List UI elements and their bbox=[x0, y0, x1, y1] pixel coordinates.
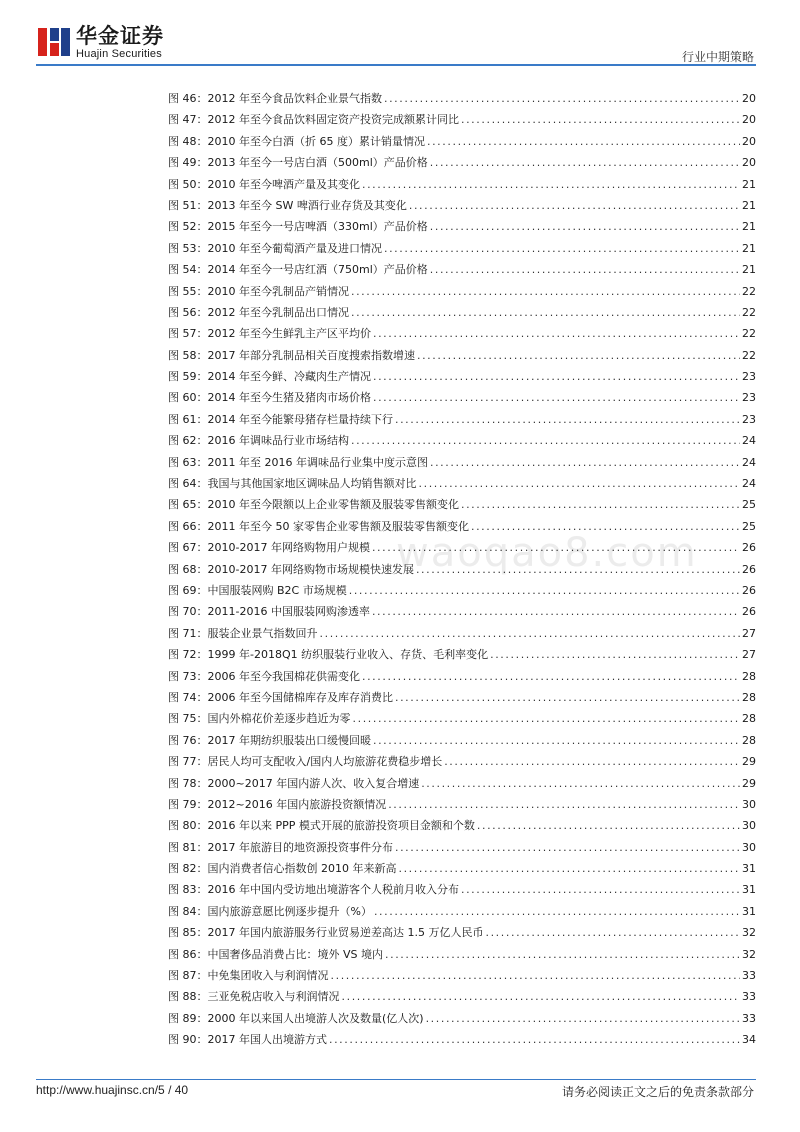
toc-leader-dots bbox=[373, 387, 740, 408]
toc-entry-page: 20 bbox=[742, 156, 756, 170]
toc-entry[interactable] bbox=[168, 259, 756, 280]
toc-entry[interactable] bbox=[168, 666, 756, 687]
toc-leader-dots bbox=[329, 1029, 740, 1050]
toc-leader-dots bbox=[351, 281, 740, 302]
toc-entry-page: 25 bbox=[742, 498, 756, 512]
toc-entry[interactable] bbox=[168, 473, 756, 494]
toc-leader-dots bbox=[331, 965, 741, 986]
toc-entry-title: 图 74：2006 年至今国储棉库存及库存消费比 bbox=[168, 690, 393, 704]
toc-entry-title: 图 80：2016 年以来 PPP 模式开展的旅游投资项目金额和个数 bbox=[168, 819, 475, 833]
figure-list bbox=[168, 88, 756, 1051]
toc-entry-page: 23 bbox=[742, 370, 756, 384]
huajin-logo-icon bbox=[36, 24, 72, 60]
toc-entry[interactable] bbox=[168, 687, 756, 708]
toc-leader-dots bbox=[417, 345, 740, 366]
toc-entry-page: 29 bbox=[742, 776, 756, 790]
toc-entry-page: 31 bbox=[742, 904, 756, 918]
toc-entry-page: 22 bbox=[742, 284, 756, 298]
toc-leader-dots bbox=[384, 238, 740, 259]
toc-entry-title: 图 81：2017 年旅游目的地资源投资事件分布 bbox=[168, 840, 393, 854]
toc-entry-title: 图 71：服装企业景气指数回升 bbox=[168, 626, 318, 640]
toc-leader-dots bbox=[395, 687, 740, 708]
toc-entry[interactable] bbox=[168, 922, 756, 943]
toc-leader-dots bbox=[444, 751, 740, 772]
toc-entry-title: 图 78：2000~2017 年国内游人次、收入复合增速 bbox=[168, 776, 420, 790]
toc-leader-dots bbox=[320, 623, 741, 644]
footer-divider bbox=[36, 1079, 756, 1080]
toc-entry-title: 图 52：2015 年至今一号店啤酒（330ml）产品价格 bbox=[168, 220, 428, 234]
toc-entry-title: 图 89：2000 年以来国人出境游人次及数量(亿人次) bbox=[168, 1011, 424, 1025]
toc-entry[interactable] bbox=[168, 452, 756, 473]
toc-leader-dots bbox=[461, 879, 740, 900]
toc-entry-title: 图 54：2014 年至今一号店红酒（750ml）产品价格 bbox=[168, 263, 428, 277]
toc-leader-dots bbox=[362, 174, 740, 195]
toc-entry[interactable] bbox=[168, 387, 756, 408]
toc-entry-page: 29 bbox=[742, 755, 756, 769]
toc-leader-dots bbox=[374, 901, 740, 922]
toc-entry-title: 图 47：2012 年至今食品饮料固定资产投资完成额累计同比 bbox=[168, 113, 459, 127]
toc-entry[interactable] bbox=[168, 494, 756, 515]
toc-entry[interactable] bbox=[168, 430, 756, 451]
toc-entry-page: 23 bbox=[742, 391, 756, 405]
toc-entry[interactable] bbox=[168, 837, 756, 858]
toc-entry-title: 图 67：2010-2017 年网络购物用户规模 bbox=[168, 541, 370, 555]
toc-entry-page: 33 bbox=[742, 990, 756, 1004]
toc-entry-title: 图 70：2011-2016 中国服装网购渗透率 bbox=[168, 605, 370, 619]
toc-entry[interactable] bbox=[168, 623, 756, 644]
toc-entry-page: 30 bbox=[742, 840, 756, 854]
toc-leader-dots bbox=[353, 708, 741, 729]
toc-entry[interactable] bbox=[168, 580, 756, 601]
toc-leader-dots bbox=[362, 666, 740, 687]
toc-entry-page: 27 bbox=[742, 648, 756, 662]
toc-entry-title: 图 66：2011 年至今 50 家零售企业零售额及服装零售额变化 bbox=[168, 519, 469, 533]
toc-leader-dots bbox=[351, 430, 740, 451]
toc-entry[interactable] bbox=[168, 559, 756, 580]
toc-entry-page: 27 bbox=[742, 626, 756, 640]
toc-leader-dots bbox=[421, 773, 740, 794]
toc-entry[interactable] bbox=[168, 601, 756, 622]
toc-entry-title: 图 73：2006 年至今我国棉花供需变化 bbox=[168, 669, 360, 683]
toc-entry[interactable] bbox=[168, 152, 756, 173]
toc-entry-page: 30 bbox=[742, 797, 756, 811]
toc-entry[interactable] bbox=[168, 537, 756, 558]
toc-entry[interactable] bbox=[168, 516, 756, 537]
toc-entry-title: 图 87：中免集团收入与利润情况 bbox=[168, 969, 329, 983]
toc-entry[interactable] bbox=[168, 879, 756, 900]
toc-entry[interactable] bbox=[168, 345, 756, 366]
company-logo bbox=[36, 22, 164, 62]
toc-entry-page: 24 bbox=[742, 434, 756, 448]
toc-entry[interactable] bbox=[168, 281, 756, 302]
toc-entry-page: 28 bbox=[742, 733, 756, 747]
toc-entry-page: 22 bbox=[742, 348, 756, 362]
toc-entry[interactable] bbox=[168, 730, 756, 751]
toc-entry-title: 图 84：国内旅游意愿比例逐步提升（%） bbox=[168, 904, 372, 918]
logo-english-name: Huajin Securities bbox=[76, 48, 162, 60]
toc-entry[interactable] bbox=[168, 644, 756, 665]
toc-leader-dots bbox=[388, 794, 740, 815]
toc-entry-page: 20 bbox=[742, 113, 756, 127]
toc-entry-page: 21 bbox=[742, 263, 756, 277]
toc-entry-page: 28 bbox=[742, 690, 756, 704]
toc-entry-page: 28 bbox=[742, 669, 756, 683]
toc-entry-page: 32 bbox=[742, 926, 756, 940]
toc-entry[interactable] bbox=[168, 773, 756, 794]
toc-entry[interactable] bbox=[168, 986, 756, 1007]
toc-entry[interactable] bbox=[168, 366, 756, 387]
toc-entry[interactable] bbox=[168, 302, 756, 323]
toc-leader-dots bbox=[349, 580, 740, 601]
toc-leader-dots bbox=[409, 195, 740, 216]
toc-entry-page: 31 bbox=[742, 862, 756, 876]
toc-entry-title: 图 59：2014 年至今鲜、冷藏肉生产情况 bbox=[168, 370, 371, 384]
toc-leader-dots bbox=[373, 366, 740, 387]
toc-leader-dots bbox=[395, 837, 740, 858]
toc-entry[interactable] bbox=[168, 794, 756, 815]
toc-entry[interactable] bbox=[168, 1029, 756, 1050]
toc-entry-title: 图 64：我国与其他国家地区调味品人均销售额对比 bbox=[168, 477, 417, 491]
toc-entry-page: 20 bbox=[742, 92, 756, 105]
toc-entry-title: 图 69：中国服装网购 B2C 市场规模 bbox=[168, 583, 347, 597]
toc-entry-page: 26 bbox=[742, 605, 756, 619]
toc-entry-title: 图 62：2016 年调味品行业市场结构 bbox=[168, 434, 349, 448]
toc-entry-title: 图 55：2010 年至今乳制品产销情况 bbox=[168, 284, 349, 298]
toc-leader-dots bbox=[416, 559, 740, 580]
toc-entry-page: 21 bbox=[742, 220, 756, 234]
toc-entry-title: 图 68：2010-2017 年网络购物市场规模快速发展 bbox=[168, 562, 414, 576]
toc-entry[interactable] bbox=[168, 88, 756, 109]
document-type: 行业中期策略 bbox=[681, 50, 754, 64]
toc-entry[interactable] bbox=[168, 131, 756, 152]
toc-entry-page: 32 bbox=[742, 947, 756, 961]
toc-entry[interactable] bbox=[168, 323, 756, 344]
toc-entry-title: 图 53：2010 年至今葡萄酒产量及进口情况 bbox=[168, 241, 382, 255]
toc-entry-title: 图 51：2013 年至今 SW 啤酒行业存货及其变化 bbox=[168, 198, 407, 212]
toc-entry-page: 30 bbox=[742, 819, 756, 833]
toc-entry[interactable] bbox=[168, 174, 756, 195]
toc-entry-title: 图 76：2017 年期纺织服装出口缓慢回暖 bbox=[168, 733, 371, 747]
toc-leader-dots bbox=[427, 131, 740, 152]
toc-leader-dots bbox=[461, 109, 740, 130]
toc-entry-title: 图 60：2014 年至今生猪及猪肉市场价格 bbox=[168, 391, 371, 405]
toc-leader-dots bbox=[342, 986, 741, 1007]
toc-entry-title: 图 75：国内外棉花价差逐步趋近为零 bbox=[168, 712, 351, 726]
toc-entry-title: 图 86：中国奢侈品消费占比：境外 VS 境内 bbox=[168, 947, 383, 961]
toc-leader-dots bbox=[373, 730, 740, 751]
toc-leader-dots bbox=[351, 302, 740, 323]
toc-leader-dots bbox=[385, 944, 740, 965]
toc-leader-dots bbox=[372, 601, 740, 622]
toc-leader-dots bbox=[372, 537, 740, 558]
toc-entry-page: 26 bbox=[742, 583, 756, 597]
toc-entry-page: 22 bbox=[742, 327, 756, 341]
toc-leader-dots bbox=[384, 88, 740, 109]
toc-entry[interactable] bbox=[168, 901, 756, 922]
toc-leader-dots bbox=[419, 473, 741, 494]
toc-entry-title: 图 56：2012 年至今乳制品出口情况 bbox=[168, 305, 349, 319]
toc-entry[interactable] bbox=[168, 195, 756, 216]
toc-entry-page: 34 bbox=[742, 1033, 756, 1047]
toc-leader-dots bbox=[485, 922, 740, 943]
toc-entry[interactable] bbox=[168, 944, 756, 965]
toc-entry-title: 图 79：2012~2016 年国内旅游投资额情况 bbox=[168, 797, 387, 811]
toc-entry-title: 图 90：2017 年国人出境游方式 bbox=[168, 1033, 327, 1047]
toc-entry-title: 图 65：2010 年至今限额以上企业零售额及服装零售额变化 bbox=[168, 498, 459, 512]
toc-leader-dots bbox=[430, 259, 740, 280]
toc-entry-title: 图 82：国内消费者信心指数创 2010 年来新高 bbox=[168, 862, 397, 876]
watermark: waoqao8.com bbox=[396, 530, 698, 576]
toc-leader-dots bbox=[430, 452, 740, 473]
toc-entry-title: 图 58：2017 年部分乳制品相关百度搜索指数增速 bbox=[168, 348, 415, 362]
toc-leader-dots bbox=[398, 858, 740, 879]
toc-entry[interactable] bbox=[168, 1008, 756, 1029]
toc-entry-page: 28 bbox=[742, 712, 756, 726]
toc-entry[interactable] bbox=[168, 858, 756, 879]
toc-entry-page: 31 bbox=[742, 883, 756, 897]
toc-entry-title: 图 48：2010 年至今白酒（折 65 度）累计销量情况 bbox=[168, 134, 425, 148]
toc-entry-title: 图 88：三亚免税店收入与利润情况 bbox=[168, 990, 340, 1004]
toc-entry-page: 21 bbox=[742, 198, 756, 212]
toc-leader-dots bbox=[395, 409, 740, 430]
toc-entry-page: 26 bbox=[742, 562, 756, 576]
toc-entry[interactable] bbox=[168, 216, 756, 237]
toc-leader-dots bbox=[490, 644, 740, 665]
toc-entry[interactable] bbox=[168, 751, 756, 772]
toc-entry[interactable] bbox=[168, 965, 756, 986]
toc-entry[interactable] bbox=[168, 815, 756, 836]
toc-entry-title: 图 57：2012 年至今生鲜乳主产区平均价 bbox=[168, 327, 371, 341]
toc-entry-page: 22 bbox=[742, 305, 756, 319]
toc-leader-dots bbox=[373, 323, 740, 344]
toc-entry-page: 24 bbox=[742, 477, 756, 491]
toc-entry-page: 20 bbox=[742, 134, 756, 148]
toc-entry-title: 图 46：2012 年至今食品饮料企业景气指数 bbox=[168, 92, 382, 105]
toc-entry-title: 图 83：2016 年中国内受访地出境游客个人税前月收入分布 bbox=[168, 883, 459, 897]
toc-entry-title: 图 72：1999 年-2018Q1 纺织服装行业收入、存货、毛利率变化 bbox=[168, 648, 489, 662]
toc-entry-title: 图 63：2011 年至 2016 年调味品行业集中度示意图 bbox=[168, 455, 428, 469]
footer-disclaimer: 请务必阅读正文之后的免责条款部分 bbox=[561, 1085, 754, 1099]
toc-entry-page: 21 bbox=[742, 241, 756, 255]
toc-entry[interactable] bbox=[168, 238, 756, 259]
toc-entry[interactable] bbox=[168, 109, 756, 130]
toc-entry-title: 图 61：2014 年至今能繁母猪存栏量持续下行 bbox=[168, 412, 393, 426]
toc-entry-page: 24 bbox=[742, 455, 756, 469]
page-header bbox=[0, 0, 800, 70]
toc-entry[interactable] bbox=[168, 708, 756, 729]
toc-entry-title: 图 50：2010 年至今啤酒产量及其变化 bbox=[168, 177, 360, 191]
toc-entry-page: 25 bbox=[742, 519, 756, 533]
toc-leader-dots bbox=[471, 516, 740, 537]
footer-url-page: http://www.huajinsc.cn/5 / 40 bbox=[36, 1083, 189, 1097]
logo-chinese-name: 华金证券 bbox=[76, 24, 164, 48]
toc-leader-dots bbox=[426, 1008, 740, 1029]
toc-leader-dots bbox=[461, 494, 740, 515]
header-divider bbox=[36, 64, 756, 66]
toc-entry-page: 33 bbox=[742, 1011, 756, 1025]
toc-entry-page: 23 bbox=[742, 412, 756, 426]
toc-leader-dots bbox=[430, 152, 740, 173]
toc-leader-dots bbox=[430, 216, 740, 237]
toc-entry-title: 图 77：居民人均可支配收入/国内人均旅游花费稳步增长 bbox=[168, 755, 443, 769]
toc-entry-title: 图 49：2013 年至今一号店白酒（500ml）产品价格 bbox=[168, 156, 428, 170]
toc-entry-page: 26 bbox=[742, 541, 756, 555]
toc-leader-dots bbox=[477, 815, 740, 836]
toc-entry[interactable] bbox=[168, 409, 756, 430]
toc-entry-title: 图 85：2017 年国内旅游服务行业贸易逆差高达 1.5 万亿人民币 bbox=[168, 926, 484, 940]
toc-entry-page: 33 bbox=[742, 969, 756, 983]
toc-entry-page: 21 bbox=[742, 177, 756, 191]
